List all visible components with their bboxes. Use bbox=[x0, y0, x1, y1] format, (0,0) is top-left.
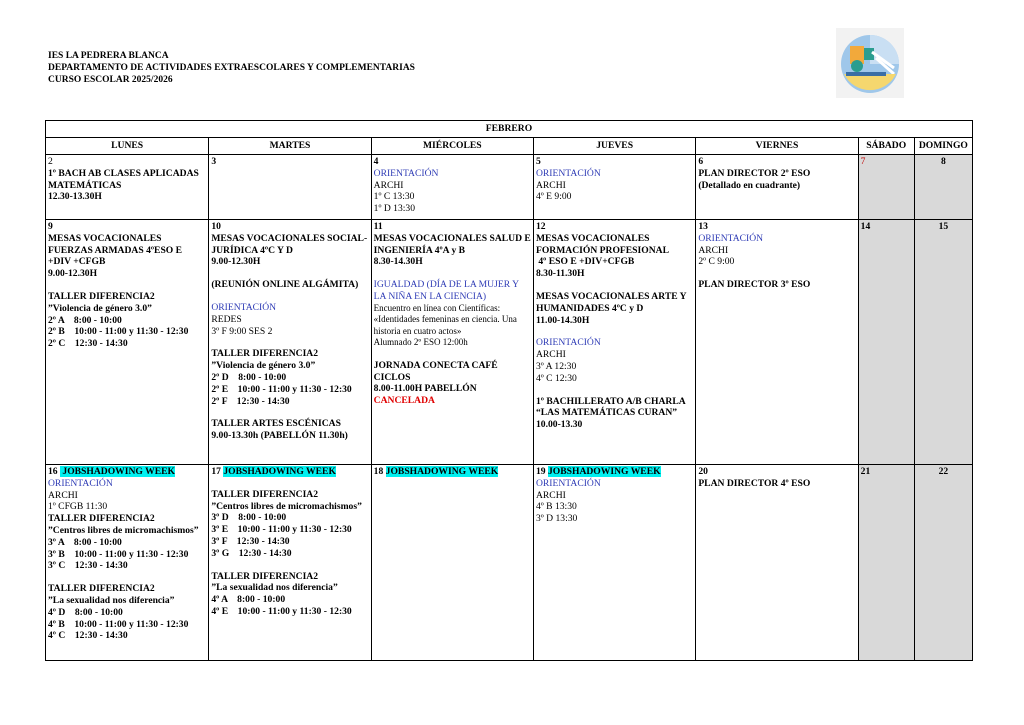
event-title: MESAS VOCACIONALES ARTE Y HUMANIDADES 4ºC y D bbox=[535, 290, 687, 314]
day-number: 12 bbox=[535, 221, 546, 232]
event-time: 8.00-11.00H PABELLÓN bbox=[373, 383, 477, 395]
day-number: 4 bbox=[373, 156, 379, 167]
day-cell-8 bbox=[914, 155, 972, 220]
event-time: 10.00-13.30 bbox=[535, 419, 583, 431]
orientation-label: ORIENTACIÓN bbox=[535, 167, 601, 179]
day-cell-11 bbox=[371, 220, 533, 465]
event-line: 3º D 13:30 bbox=[535, 513, 578, 525]
day-header-wednesday: MIÉRCOLES bbox=[371, 138, 533, 155]
day-number: 9 bbox=[48, 221, 53, 232]
schedule-row: 2º F 12:30 - 14:30 bbox=[211, 395, 290, 407]
schedule-row: 3º A 8:00 - 10:00 bbox=[48, 536, 122, 548]
event-subtitle: ARCHI bbox=[373, 179, 404, 191]
day-header-tuesday: MARTES bbox=[209, 138, 371, 155]
jobshadowing-badge: JOBSHADOWING WEEK bbox=[385, 466, 499, 477]
event-line: 3º A 12:30 bbox=[535, 360, 577, 372]
workshop-title: TALLER DIFERENCIA2 bbox=[211, 570, 319, 582]
day-number: 20 bbox=[698, 466, 708, 477]
orientation-label: ORIENTACIÓN bbox=[373, 167, 439, 179]
workshop-title: TALLER DIFERENCIA2 bbox=[48, 290, 155, 302]
event-description: Encuentro en línea con Científicas: «Identidades femeninas en ciencia. Una historia en cuatro actos» bbox=[373, 302, 517, 336]
event-line: 4º E 9:00 bbox=[535, 191, 572, 203]
school-year: CURSO ESCOLAR 2025/2026 bbox=[48, 75, 173, 85]
day-cell-21 bbox=[858, 465, 914, 661]
jobshadowing-badge: JOBSHADOWING WEEK bbox=[547, 466, 661, 477]
workshop-subtitle: ”Violencia de género 3.0” bbox=[211, 360, 316, 372]
day-number: 2 bbox=[48, 156, 53, 167]
event-title: PLAN DIRECTOR 3º ESO bbox=[698, 279, 811, 291]
day-cell-6 bbox=[696, 155, 858, 220]
day-cell-17 bbox=[209, 465, 371, 661]
day-number: 8 bbox=[940, 156, 946, 167]
schedule-row: 4º C 12:30 - 14:30 bbox=[48, 630, 128, 642]
day-cell-7 bbox=[858, 155, 914, 220]
workshop-subtitle: ”La sexualidad nos diferencia” bbox=[211, 582, 338, 594]
event-time: 11.00-14.30H bbox=[535, 314, 590, 326]
event-title: TALLER ARTES ESCÉNICAS bbox=[211, 418, 341, 430]
day-cell-20 bbox=[696, 465, 858, 661]
event-line: 4º C 12:30 bbox=[535, 372, 577, 384]
february-calendar bbox=[45, 120, 973, 661]
event-title: MESAS VOCACIONALES SALUD E INGENIERÍA 4ºA y B bbox=[373, 232, 531, 256]
school-name: IES LA PEDRERA BLANCA bbox=[48, 51, 169, 61]
workshop-title: TALLER DIFERENCIA2 bbox=[211, 348, 319, 360]
schedule-row: 2º E 10:00 - 11:00 y 11:30 - 12:30 bbox=[211, 383, 352, 395]
day-number: 11 bbox=[373, 221, 383, 232]
event-line: 2º C 9:00 bbox=[698, 256, 735, 268]
schedule-row: 4º B 10:00 - 11:00 y 11:30 - 12:30 bbox=[48, 618, 189, 630]
day-number: 14 bbox=[860, 221, 871, 232]
schedule-row: 3º B 10:00 - 11:00 y 11:30 - 12:30 bbox=[48, 548, 189, 560]
event-title: MESAS VOCACIONALES SOCIAL-JURÍDICA 4ºC Y D bbox=[211, 232, 368, 256]
event-line: 1º CFGB 11:30 bbox=[48, 501, 108, 513]
day-number: 13 bbox=[698, 221, 708, 232]
event-subtitle: 4º ESO E +DIV+CFGB bbox=[535, 256, 635, 268]
event-title: 1º BACHILLERATO A/B CHARLA “LAS MATEMÁTICAS CURAN” bbox=[535, 395, 686, 419]
school-logo bbox=[836, 28, 904, 98]
schedule-row: 3º C 12:30 - 14:30 bbox=[48, 560, 128, 572]
orientation-label: ORIENTACIÓN bbox=[535, 337, 601, 349]
event-line: Alumnado 2º ESO 12:00h bbox=[373, 337, 468, 348]
event-subtitle: ARCHI bbox=[535, 349, 566, 361]
workshop-title: TALLER DIFERENCIA2 bbox=[211, 488, 319, 500]
day-number: 21 bbox=[860, 466, 871, 477]
schedule-row: 3º F 12:30 - 14:30 bbox=[211, 535, 290, 547]
event-subtitle: ARCHI bbox=[698, 244, 729, 256]
orientation-label: ORIENTACIÓN bbox=[535, 477, 601, 489]
day-cell-3 bbox=[209, 155, 371, 220]
day-number: 17 bbox=[211, 466, 221, 477]
day-cell-10 bbox=[209, 220, 371, 465]
day-cell-5 bbox=[533, 155, 695, 220]
workshop-title: TALLER DIFERENCIA2 bbox=[48, 513, 155, 525]
day-number: 6 bbox=[698, 156, 704, 167]
month-title: FEBRERO bbox=[46, 121, 973, 138]
day-header-sunday: DOMINGO bbox=[914, 138, 972, 155]
schedule-row: 2º B 10:00 - 11:00 y 11:30 - 12:30 bbox=[48, 326, 189, 338]
day-number: 10 bbox=[211, 221, 221, 232]
day-number: 15 bbox=[938, 221, 949, 232]
event-subtitle: ARCHI bbox=[535, 489, 566, 501]
workshop-subtitle: ”Centros libres de micromachismos” bbox=[211, 500, 362, 512]
event-time: 9.00-12.30H bbox=[211, 256, 261, 268]
day-cell-14 bbox=[858, 220, 914, 465]
workshop-subtitle: ”La sexualidad nos diferencia” bbox=[48, 594, 175, 606]
day-cell-9 bbox=[46, 220, 209, 465]
day-cell-18 bbox=[371, 465, 533, 661]
event-title: 1º BACH AB CLASES APLICADAS MATEMÁTICAS bbox=[48, 167, 199, 191]
event-time: 8.30-11.30H bbox=[535, 268, 585, 280]
day-header-saturday: SÁBADO bbox=[858, 138, 914, 155]
event-title: PLAN DIRECTOR 2º ESO bbox=[698, 167, 811, 179]
day-cell-22 bbox=[914, 465, 972, 661]
orientation-label: ORIENTACIÓN bbox=[698, 232, 764, 244]
day-cell-13 bbox=[696, 220, 858, 465]
day-number: 18 bbox=[373, 466, 384, 477]
day-cell-12 bbox=[533, 220, 695, 465]
schedule-row: 4º A 8:00 - 10:00 bbox=[211, 594, 286, 606]
schedule-row: 2º A 8:00 - 10:00 bbox=[48, 314, 122, 326]
cancelled-badge: CANCELADA bbox=[373, 395, 435, 407]
schedule-row: 2º C 12:30 - 14:30 bbox=[48, 338, 128, 350]
day-cell-19 bbox=[533, 465, 695, 661]
schedule-row: 3º E 10:00 - 11:00 y 11:30 - 12:30 bbox=[211, 524, 352, 536]
event-note: (REUNIÓN ONLINE ALGÁMITA) bbox=[211, 279, 359, 291]
event-subtitle: ARCHI bbox=[535, 179, 566, 191]
event-subtitle: REDES bbox=[211, 313, 242, 325]
day-header-monday: LUNES bbox=[46, 138, 209, 155]
day-cell-15 bbox=[914, 220, 972, 465]
schedule-row: 3º G 12:30 - 14:30 bbox=[211, 547, 292, 559]
day-number: 22 bbox=[938, 466, 949, 477]
workshop-title: TALLER DIFERENCIA2 bbox=[48, 583, 155, 595]
day-number: 7 bbox=[860, 156, 866, 167]
event-title: PLAN DIRECTOR 4º ESO bbox=[698, 477, 811, 489]
event-line: 3º F 9:00 SES 2 bbox=[211, 325, 273, 337]
document-header bbox=[48, 50, 415, 86]
day-number: 19 bbox=[535, 466, 546, 477]
schedule-row: 3º D 8:00 - 10:00 bbox=[211, 512, 287, 524]
schedule-row: 2º D 8:00 - 10:00 bbox=[211, 371, 287, 383]
day-cell-2 bbox=[46, 155, 209, 220]
event-time: 8.30-14.30H bbox=[373, 256, 423, 268]
schedule-row: 4º E 10:00 - 11:00 y 11:30 - 12:30 bbox=[211, 605, 352, 617]
workshop-subtitle: ”Centros libres de micromachismos” bbox=[48, 524, 199, 536]
event-note: (Detallado en cuadrante) bbox=[698, 179, 801, 191]
event-time: 9.00-13.30h (PABELLÓN 11.30h) bbox=[211, 430, 348, 442]
event-line: 1º C 13:30 bbox=[373, 191, 415, 203]
event-title: JORNADA CONECTA CAFÉ CICLOS bbox=[373, 359, 498, 383]
jobshadowing-badge: JOBSHADOWING WEEK bbox=[223, 466, 336, 477]
day-cell-4 bbox=[371, 155, 533, 220]
day-cell-16 bbox=[46, 465, 209, 661]
workshop-subtitle: ”Violencia de género 3.0” bbox=[48, 302, 152, 314]
day-number: 16 bbox=[48, 466, 58, 477]
day-header-thursday: JUEVES bbox=[533, 138, 695, 155]
orientation-label: ORIENTACIÓN bbox=[211, 301, 277, 313]
event-time: 9.00-12.30H bbox=[48, 268, 98, 280]
event-time: 12.30-13.30H bbox=[48, 191, 102, 203]
day-header-friday: VIERNES bbox=[696, 138, 858, 155]
event-title: MESAS VOCACIONALES FORMACIÓN PROFESIONAL bbox=[535, 232, 669, 256]
jobshadowing-badge: JOBSHADOWING WEEK bbox=[60, 466, 175, 477]
orientation-label: ORIENTACIÓN bbox=[48, 477, 113, 489]
day-number: 5 bbox=[535, 156, 541, 167]
schedule-row: 4º D 8:00 - 10:00 bbox=[48, 606, 123, 618]
event-title: MESAS VOCACIONALES FUERZAS ARMADAS 4ºESO E +DIV +CFGB bbox=[48, 232, 183, 268]
event-subtitle: ARCHI bbox=[48, 489, 78, 501]
department-name: DEPARTAMENTO DE ACTIVIDADES EXTRAESCOLARES Y COMPLEMENTARIAS bbox=[48, 63, 415, 73]
equality-label: IGUALDAD (DÍA DE LA MUJER Y LA NIÑA EN LA CIENCIA) bbox=[373, 279, 519, 302]
event-line: 1º D 13:30 bbox=[373, 203, 416, 215]
event-line: 4º B 13:30 bbox=[535, 501, 577, 513]
day-number: 3 bbox=[211, 156, 217, 167]
